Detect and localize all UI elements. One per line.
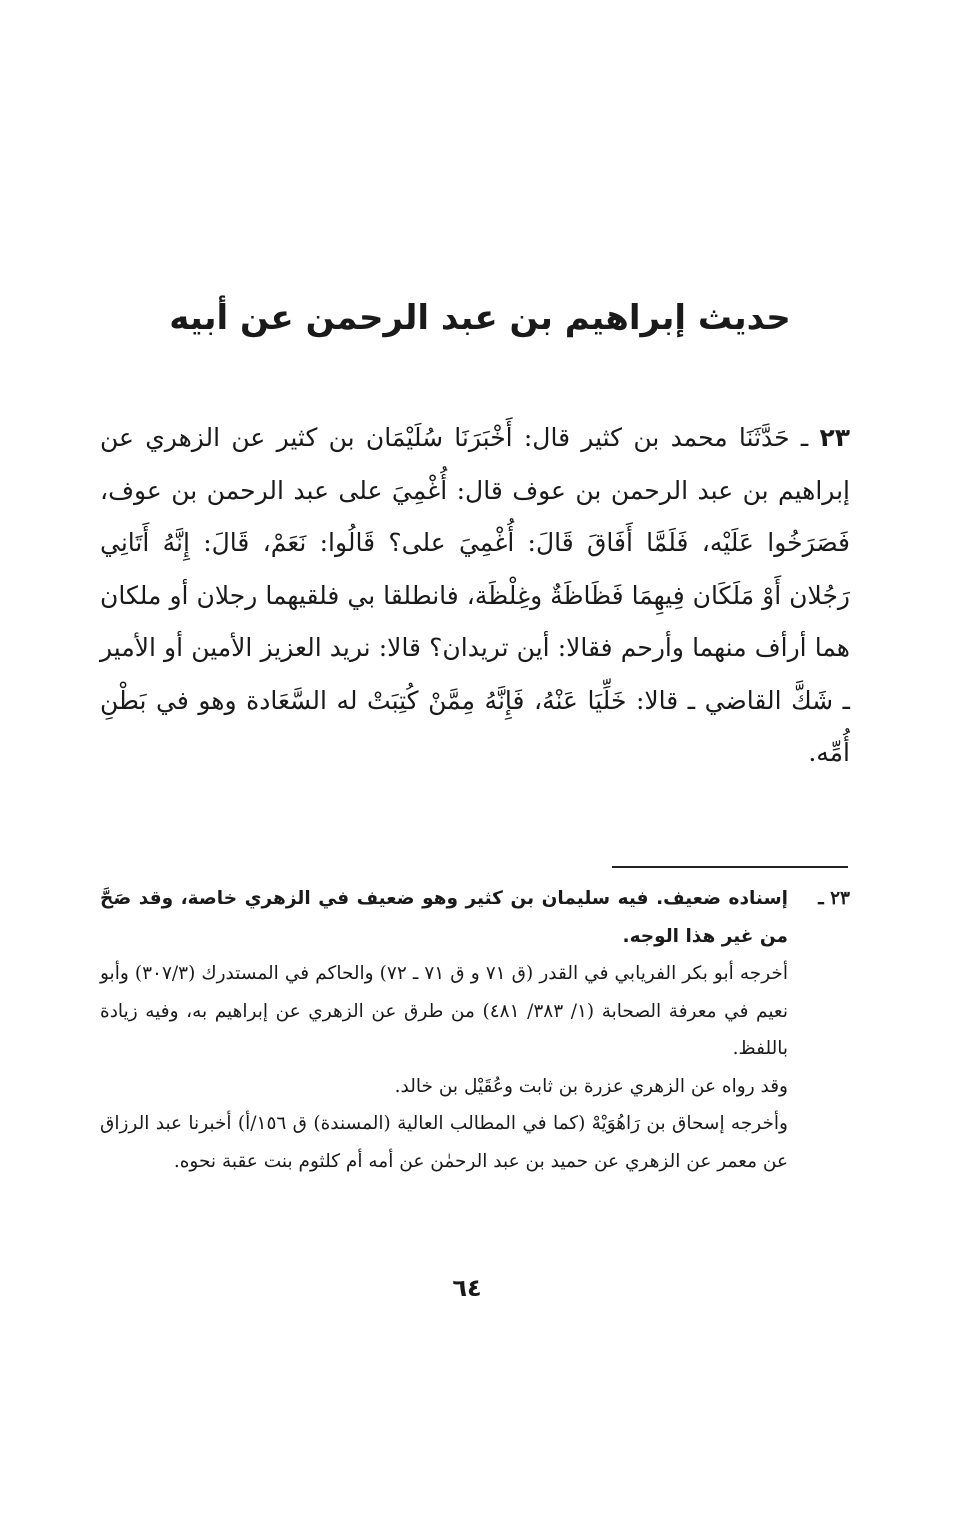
page-number: ٦٤ xyxy=(452,1274,482,1302)
hadith-paragraph xyxy=(100,412,850,780)
footnote-number: ٢٣ ـ xyxy=(818,888,850,909)
hadith-number: ٢٣ xyxy=(819,423,850,452)
footnote-lead xyxy=(100,880,850,955)
footnote-paragraph: وأخرجه إسحاق بن رَاهُوَيْهْ (كما في المطالب العالية (المسندة) ق ١٥٦/أ) أخبرنا عبد الرزاق عن معمر عن الزهري عن حميد بن عبد الرحمٰن عن أمه أم كلثوم بنت عقبة نحوه. xyxy=(100,1113,788,1172)
hadith-text: ـ حَدَّثَنَا محمد بن كثير قال: أَخْبَرَنَا سُلَيْمَان بن كثير عن الزهري عن إبراهيم بن عبد الرحمن بن عوف قال: أُغْمِيَ على عبد الرحمن بن عوف، فَصَرَخُوا عَلَيْه، فَلَمَّا أَفَاقَ قَالَ: أُغْمِيَ على؟ قَالُوا: نَعَمْ، قَالَ: إِنَّهُ أَتَانِي رَجُلان أَوْ مَلَكَان فِيهِمَا فَظَاظَةٌ وغِلْظَة، فانطلقا بي فلقيهما رجلان أو ملكان هما أرأف منهما وأرحم فقالا: أين تريدان؟ قالا: نريد العزيز الأمين أو الأمير ـ شَكَّ القاضي ـ قالا: خَلِّيَا عَنْهُ، فَإِنَّهُ مِمَّنْ كُتِبَتْ له السَّعَادة وهو في بَطْنِ أُمِّه. xyxy=(100,423,850,767)
footnote-paragraph: وقد رواه عن الزهري عزرة بن ثابت وعُقَيْل بن خالد. xyxy=(394,1075,788,1097)
footnote xyxy=(100,880,850,1180)
chapter-title: حديث إبراهيم بن عبد الرحمن عن أبيه xyxy=(169,298,791,338)
footnote-separator xyxy=(612,866,848,868)
footnote-grading: إسناده ضعيف. فيه سليمان بن كثير وهو ضعيف في الزهري خاصة، وقد صَحَّ من غير هذا الوجه. xyxy=(100,888,788,947)
footnote-paragraph: أخرجه أبو بكر الفريابي في القدر (ق ٧١ و ق ٧١ ـ ٧٢) والحاكم في المستدرك (٣٠٧/٣) وأبو نعيم في معرفة الصحابة (١/ ٣٨٣/ ٤٨١) من طرق عن الزهري عن إبراهيم به، وفيه زيادة باللفظ. xyxy=(100,963,788,1059)
